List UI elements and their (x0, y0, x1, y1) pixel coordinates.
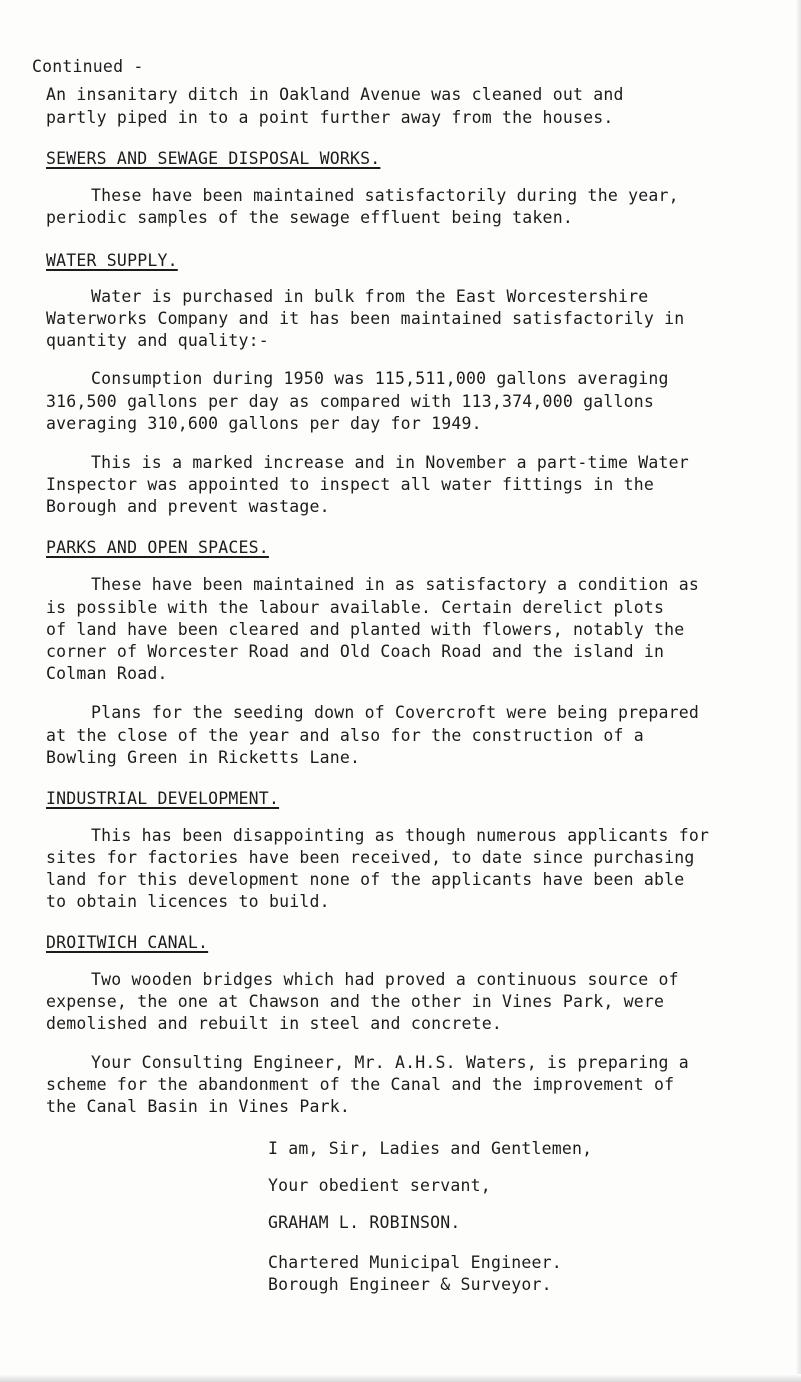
water-p3-line-3: Borough and prevent wastage. (46, 497, 330, 516)
parks-p1-line-1: These have been maintained in as satisfactory a condition as (91, 575, 700, 594)
canal-p1-line-2: expense, the one at Chawson and the other in Vines Park, were (46, 992, 665, 1011)
industrial-heading: INDUSTRIAL DEVELOPMENT. (46, 789, 280, 808)
water-heading: WATER SUPPLY. (46, 251, 178, 270)
continued-label: Continued - (32, 57, 144, 76)
parks-p1-line-3: of land have been cleared and planted with flowers, notably the (46, 620, 685, 639)
industrial-line-4: to obtain licences to build. (46, 892, 330, 911)
parks-p2-line-2: at the close of the year and also for the construction of a (46, 726, 644, 745)
canal-p2-line-3: the Canal Basin in Vines Park. (46, 1097, 351, 1116)
industrial-line-2: sites for factories have been received, to date since purchasing (46, 848, 695, 867)
sewers-line-2: periodic samples of the sewage effluent being taken. (46, 208, 573, 227)
page-edge-shadow (795, 0, 801, 1382)
sewers-heading: SEWERS AND SEWAGE DISPOSAL WORKS. (46, 149, 381, 168)
parks-heading: PARKS AND OPEN SPACES. (46, 538, 269, 557)
parks-p1-line-4: corner of Worcester Road and Old Coach Road and the island in (46, 642, 665, 661)
parks-p2-line-1: Plans for the seeding down of Covercroft were being prepared (91, 703, 700, 722)
parks-p1-line-2: is possible with the labour available. Certain derelict plots (46, 598, 665, 617)
page-bottom-shadow (0, 1374, 801, 1382)
parks-p1-line-5: Colman Road. (46, 664, 168, 683)
closing-salutation: I am, Sir, Ladies and Gentlemen, (268, 1139, 593, 1158)
industrial-line-1: This has been disappointing as though numerous applicants for (91, 826, 710, 845)
water-p3-line-1: This is a marked increase and in November a part-time Water (91, 453, 689, 472)
parks-p2-line-3: Bowling Green in Ricketts Lane. (46, 748, 361, 767)
water-p2-line-1: Consumption during 1950 was 115,511,000 gallons averaging (91, 369, 669, 388)
sewers-line-1: These have been maintained satisfactorily during the year, (91, 186, 679, 205)
closing-servant: Your obedient servant, (268, 1176, 491, 1195)
industrial-line-3: land for this development none of the applicants have been able (46, 870, 685, 889)
signatory-name: GRAHAM L. ROBINSON. (268, 1213, 461, 1232)
water-p1-line-2: Waterworks Company and it has been maintained satisfactorily in (46, 309, 685, 328)
water-p2-line-3: averaging 310,600 gallons per day for 1949. (46, 414, 482, 433)
canal-p2-line-1: Your Consulting Engineer, Mr. A.H.S. Waters, is preparing a (91, 1053, 689, 1072)
intro-line-1: An insanitary ditch in Oakland Avenue was cleaned out and (46, 85, 624, 104)
water-p1-line-1: Water is purchased in bulk from the East Worcestershire (91, 287, 649, 306)
canal-heading: DROITWICH CANAL. (46, 933, 209, 952)
water-p1-line-3: quantity and quality:- (46, 331, 269, 350)
water-p3-line-2: Inspector was appointed to inspect all water fittings in the (46, 475, 655, 494)
signatory-title-1: Chartered Municipal Engineer. (268, 1253, 562, 1272)
intro-line-2: partly piped in to a point further away from the houses. (46, 108, 614, 127)
water-p2-line-2: 316,500 gallons per day as compared with 113,374,000 gallons (46, 392, 655, 411)
signatory-title-2: Borough Engineer & Surveyor. (268, 1275, 552, 1294)
canal-p1-line-3: demolished and rebuilt in steel and concrete. (46, 1014, 503, 1033)
canal-p1-line-1: Two wooden bridges which had proved a continuous source of (91, 970, 679, 989)
canal-p2-line-2: scheme for the abandonment of the Canal and the improvement of (46, 1075, 675, 1094)
